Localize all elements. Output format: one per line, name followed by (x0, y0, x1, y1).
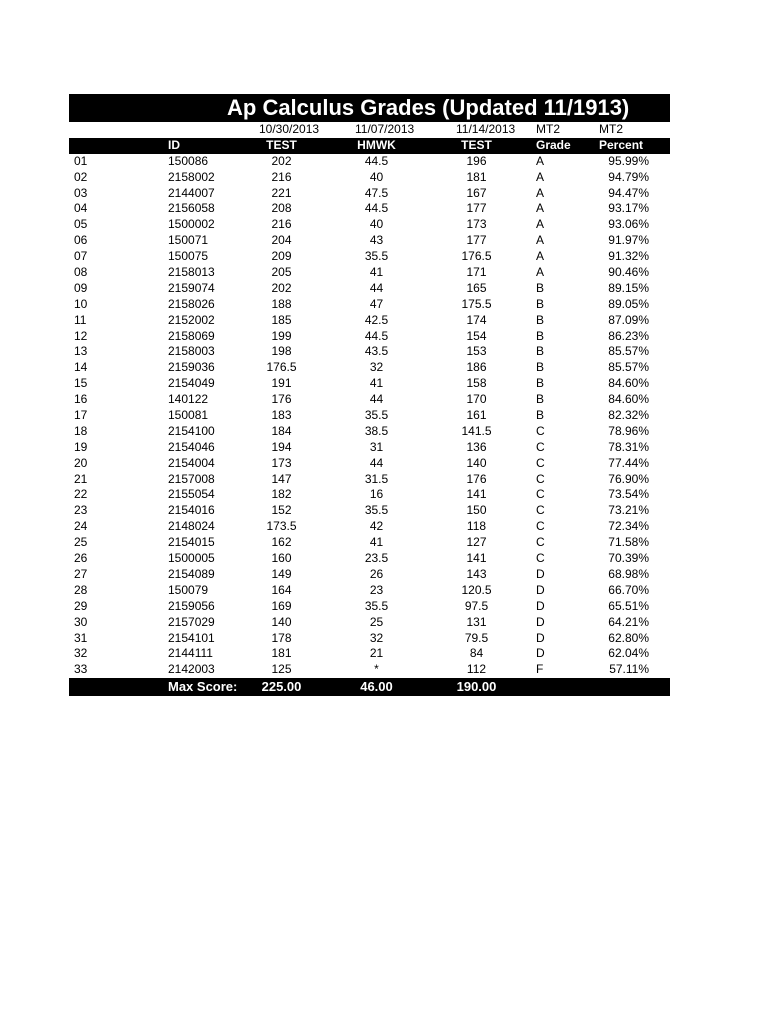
test1-score: 152 (271, 503, 292, 518)
table-row (69, 567, 670, 583)
hmwk-score: 32 (369, 360, 384, 375)
student-id: 2154004 (168, 455, 215, 470)
hmwk-score: 40 (369, 169, 384, 184)
percent: 85.57% (608, 360, 649, 375)
header-row (69, 138, 670, 154)
hmwk-score: 35.5 (364, 408, 389, 423)
date-test1: 10/30/2013 (259, 122, 320, 136)
grade: A (536, 201, 545, 216)
hmwk-score: 42.5 (364, 312, 389, 327)
grade: D (536, 566, 545, 581)
table-row (69, 646, 670, 662)
row-number: 33 (74, 662, 88, 677)
test1-score: 216 (271, 217, 292, 232)
grade: B (536, 344, 545, 359)
hmwk-score: 26 (369, 566, 384, 581)
row-number: 25 (74, 535, 88, 550)
header-id: ID (168, 137, 180, 152)
grade: D (536, 582, 545, 597)
percent: 84.60% (608, 392, 649, 407)
row-number: 28 (74, 582, 88, 597)
test2-score: 136 (466, 439, 487, 454)
grade: B (536, 312, 545, 327)
max-test1: 225.00 (261, 679, 302, 695)
test1-score: 125 (271, 662, 292, 677)
row-number: 12 (74, 328, 88, 343)
hmwk-score: 21 (369, 646, 384, 661)
percent: 77.44% (608, 455, 649, 470)
row-number: 22 (74, 487, 88, 502)
test2-score: 177 (466, 233, 487, 248)
student-id: 2154016 (168, 503, 215, 518)
student-id: 2157029 (168, 614, 215, 629)
test1-score: 162 (271, 535, 292, 550)
footer-row (69, 678, 670, 696)
percent: 76.90% (608, 471, 649, 486)
student-id: 150086 (168, 153, 209, 168)
percent: 94.47% (608, 185, 649, 200)
table-row (69, 535, 670, 551)
table-row (69, 313, 670, 329)
student-id: 2155054 (168, 487, 215, 502)
test1-score: 149 (271, 566, 292, 581)
row-number: 17 (74, 408, 88, 423)
student-id: 1500002 (168, 217, 215, 232)
test1-score: 199 (271, 328, 292, 343)
grade: B (536, 328, 545, 343)
test2-score: 150 (466, 503, 487, 518)
student-id: 2154049 (168, 376, 215, 391)
hmwk-score: 44.5 (364, 201, 389, 216)
hmwk-score: 43.5 (364, 344, 389, 359)
grade: C (536, 503, 545, 518)
student-id: 1500005 (168, 551, 215, 566)
row-number: 26 (74, 551, 88, 566)
student-id: 2159056 (168, 598, 215, 613)
table-row (69, 424, 670, 440)
grade: D (536, 598, 545, 613)
grade: D (536, 646, 545, 661)
test1-score: 184 (271, 423, 292, 438)
row-number: 24 (74, 519, 88, 534)
table-row (69, 472, 670, 488)
percent: 89.15% (608, 280, 649, 295)
hmwk-score: 25 (369, 614, 384, 629)
test2-score: 79.5 (464, 630, 489, 645)
student-id: 2156058 (168, 201, 215, 216)
grade: B (536, 376, 545, 391)
percent: 78.96% (608, 423, 649, 438)
student-id: 2148024 (168, 519, 215, 534)
max-hmwk: 46.00 (360, 679, 393, 695)
test2-score: 174 (466, 312, 487, 327)
test1-score: 204 (271, 233, 292, 248)
hmwk-score: 23.5 (364, 551, 389, 566)
percent: 78.31% (608, 439, 649, 454)
grade-table-body (69, 154, 670, 678)
hmwk-score: 44 (369, 280, 384, 295)
grade: B (536, 360, 545, 375)
hmwk-score: 40 (369, 217, 384, 232)
grade: A (536, 153, 545, 168)
test1-score: 160 (271, 551, 292, 566)
test1-score: 205 (271, 265, 292, 280)
table-row (69, 265, 670, 281)
grade: C (536, 455, 545, 470)
percent: 95.99% (608, 153, 649, 168)
percent: 93.06% (608, 217, 649, 232)
hmwk-score: 35.5 (364, 503, 389, 518)
table-row (69, 344, 670, 360)
max-score-label: Max Score: (168, 679, 238, 695)
hmwk-score: 35.5 (364, 598, 389, 613)
test1-score: 185 (271, 312, 292, 327)
mt2-grade-label: MT2 (536, 122, 560, 136)
percent: 73.21% (608, 503, 649, 518)
percent: 64.21% (608, 614, 649, 629)
table-row (69, 281, 670, 297)
student-id: 2154089 (168, 566, 215, 581)
row-number: 16 (74, 392, 88, 407)
student-id: 2157008 (168, 471, 215, 486)
hmwk-score: 41 (369, 535, 384, 550)
test2-score: 177 (466, 201, 487, 216)
student-id: 2144111 (168, 646, 213, 661)
student-id: 2158069 (168, 328, 215, 343)
test2-score: 181 (466, 169, 487, 184)
student-id: 2158013 (168, 265, 215, 280)
percent: 91.32% (608, 249, 649, 264)
row-number: 21 (74, 471, 88, 486)
test2-score: 118 (466, 519, 487, 534)
percent: 68.98% (608, 566, 649, 581)
test1-score: 182 (271, 487, 292, 502)
table-row (69, 186, 670, 202)
table-row (69, 503, 670, 519)
grade: A (536, 185, 545, 200)
header-hmwk: HMWK (357, 137, 396, 152)
test2-score: 120.5 (461, 582, 492, 597)
grade: B (536, 280, 545, 295)
student-id: 140122 (168, 392, 209, 407)
percent: 65.51% (608, 598, 649, 613)
hmwk-score: 41 (369, 376, 384, 391)
percent: 89.05% (608, 296, 649, 311)
test2-score: 165 (466, 280, 487, 295)
row-number: 31 (74, 630, 88, 645)
table-row (69, 456, 670, 472)
percent: 62.80% (608, 630, 649, 645)
row-number: 29 (74, 598, 88, 613)
hmwk-score: 32 (369, 630, 384, 645)
date-hmwk: 11/07/2013 (355, 122, 415, 136)
table-row (69, 583, 670, 599)
percent: 86.23% (608, 328, 649, 343)
percent: 85.57% (608, 344, 649, 359)
grade: B (536, 296, 545, 311)
test1-score: 202 (271, 153, 292, 168)
table-row (69, 201, 670, 217)
row-number: 20 (74, 455, 88, 470)
student-id: 2142003 (168, 662, 215, 677)
row-number: 15 (74, 376, 88, 391)
student-id: 2154101 (168, 630, 215, 645)
table-row (69, 376, 670, 392)
date-row (69, 122, 670, 138)
grade: C (536, 471, 545, 486)
test1-score: 188 (271, 296, 292, 311)
hmwk-score: 47 (369, 296, 384, 311)
hmwk-score: 41 (369, 265, 384, 280)
test1-score: 194 (271, 439, 292, 454)
test1-score: 169 (271, 598, 292, 613)
test2-score: 161 (466, 408, 487, 423)
student-id: 2158002 (168, 169, 215, 184)
grade: A (536, 265, 545, 280)
test2-score: 131 (466, 614, 487, 629)
test1-score: 140 (271, 614, 292, 629)
hmwk-score: 31 (369, 439, 384, 454)
test1-score: 202 (271, 280, 292, 295)
table-row (69, 615, 670, 631)
hmwk-score: 43 (369, 233, 384, 248)
test2-score: 141 (466, 551, 487, 566)
hmwk-score: 44.5 (364, 153, 389, 168)
row-number: 01 (74, 153, 88, 168)
hmwk-score: 44.5 (364, 328, 389, 343)
grade: A (536, 233, 545, 248)
percent: 62.04% (608, 646, 649, 661)
grade: A (536, 217, 545, 232)
student-id: 150071 (168, 233, 209, 248)
test1-score: 216 (271, 169, 292, 184)
test1-score: 221 (271, 185, 292, 200)
grade: A (536, 249, 545, 264)
test2-score: 127 (466, 535, 487, 550)
row-number: 23 (74, 503, 88, 518)
row-number: 10 (74, 296, 88, 311)
percent: 87.09% (608, 312, 649, 327)
row-number: 04 (74, 201, 88, 216)
grade: B (536, 392, 545, 407)
test1-score: 176 (271, 392, 292, 407)
row-number: 07 (74, 249, 88, 264)
header-test2: TEST (461, 137, 492, 152)
percent: 71.58% (608, 535, 649, 550)
test1-score: 173.5 (266, 519, 297, 534)
row-number: 13 (74, 344, 88, 359)
percent: 91.97% (608, 233, 649, 248)
test2-score: 167 (466, 185, 487, 200)
row-number: 02 (74, 169, 88, 184)
row-number: 19 (74, 439, 88, 454)
test1-score: 198 (271, 344, 292, 359)
test1-score: 164 (271, 582, 292, 597)
table-row (69, 329, 670, 345)
student-id: 150079 (168, 582, 209, 597)
student-id: 2158003 (168, 344, 215, 359)
test2-score: 186 (466, 360, 487, 375)
table-row (69, 519, 670, 535)
percent: 94.79% (608, 169, 649, 184)
header-percent: Percent (599, 137, 644, 152)
test2-score: 154 (466, 328, 487, 343)
hmwk-score: 42 (369, 519, 384, 534)
student-id: 2154015 (168, 535, 215, 550)
table-row (69, 487, 670, 503)
hmwk-score: 44 (369, 455, 384, 470)
table-row (69, 217, 670, 233)
student-id: 150081 (168, 408, 209, 423)
student-id: 2159074 (168, 280, 215, 295)
test2-score: 97.5 (464, 598, 489, 613)
student-id: 2152002 (168, 312, 215, 327)
hmwk-score: 31.5 (364, 471, 389, 486)
percent: 57.11% (609, 662, 649, 677)
percent: 73.54% (608, 487, 649, 502)
percent: 72.34% (608, 519, 649, 534)
test2-score: 171 (466, 265, 487, 280)
student-id: 2154046 (168, 439, 215, 454)
row-number: 14 (74, 360, 88, 375)
table-row (69, 440, 670, 456)
student-id: 2159036 (168, 360, 215, 375)
test1-score: 183 (271, 408, 292, 423)
grades-sheet (69, 94, 670, 696)
test2-score: 141 (466, 487, 487, 502)
test2-score: 140 (466, 455, 487, 470)
test2-score: 173 (466, 217, 487, 232)
grade: C (536, 519, 545, 534)
hmwk-score: 47.5 (364, 185, 389, 200)
hmwk-score: 44 (369, 392, 384, 407)
test2-score: 170 (466, 392, 487, 407)
row-number: 30 (74, 614, 88, 629)
test1-score: 209 (271, 249, 292, 264)
header-grade: Grade (536, 137, 571, 152)
table-row (69, 233, 670, 249)
row-number: 09 (74, 280, 88, 295)
row-number: 03 (74, 185, 88, 200)
max-test2: 190.00 (456, 679, 497, 695)
test1-score: 191 (271, 376, 292, 391)
test1-score: 173 (271, 455, 292, 470)
test2-score: 176 (466, 471, 487, 486)
test1-score: 147 (271, 471, 292, 486)
table-row (69, 551, 670, 567)
hmwk-score: 35.5 (364, 249, 389, 264)
table-row (69, 631, 670, 647)
row-number: 06 (74, 233, 88, 248)
grade: F (536, 662, 544, 677)
test1-score: 178 (271, 630, 292, 645)
table-row (69, 360, 670, 376)
title-bar (69, 94, 670, 122)
test2-score: 153 (466, 344, 487, 359)
row-number: 32 (74, 646, 88, 661)
row-number: 27 (74, 566, 88, 581)
grade: B (536, 408, 545, 423)
table-row (69, 599, 670, 615)
test2-score: 112 (466, 662, 487, 677)
row-number: 18 (74, 423, 88, 438)
header-test1: TEST (266, 137, 297, 152)
row-number: 11 (74, 312, 87, 327)
grade: C (536, 439, 545, 454)
percent: 66.70% (608, 582, 649, 597)
date-test2: 11/14/2013 (456, 122, 516, 136)
grade: C (536, 535, 545, 550)
row-number: 05 (74, 217, 88, 232)
grade: D (536, 630, 545, 645)
mt2-percent-label: MT2 (599, 122, 623, 136)
test1-score: 176.5 (266, 360, 297, 375)
student-id: 2144007 (168, 185, 215, 200)
hmwk-score: 16 (369, 487, 384, 502)
grade: C (536, 487, 545, 502)
test2-score: 196 (466, 153, 487, 168)
grade: A (536, 169, 545, 184)
test1-score: 181 (271, 646, 292, 661)
student-id: 150075 (168, 249, 209, 264)
percent: 93.17% (608, 201, 649, 216)
hmwk-score: 38.5 (364, 423, 389, 438)
test1-score: 208 (271, 201, 292, 216)
hmwk-score: * (374, 662, 379, 677)
grade: C (536, 551, 545, 566)
test2-score: 175.5 (461, 296, 492, 311)
test2-score: 176.5 (461, 249, 492, 264)
row-number: 08 (74, 265, 88, 280)
table-row (69, 249, 670, 265)
page-title: Ap Calculus Grades (Updated 11/1913) (227, 95, 630, 120)
test2-score: 158 (466, 376, 487, 391)
student-id: 2154100 (168, 423, 215, 438)
percent: 82.32% (608, 408, 649, 423)
table-row (69, 170, 670, 186)
table-row (69, 154, 670, 170)
percent: 90.46% (608, 265, 649, 280)
grade: C (536, 423, 545, 438)
table-row (69, 408, 670, 424)
percent: 84.60% (608, 376, 649, 391)
test2-score: 84 (469, 646, 484, 661)
grade: D (536, 614, 545, 629)
test2-score: 141.5 (461, 423, 492, 438)
table-row (69, 297, 670, 313)
table-row (69, 392, 670, 408)
test2-score: 143 (466, 566, 487, 581)
hmwk-score: 23 (369, 582, 384, 597)
student-id: 2158026 (168, 296, 215, 311)
table-row (69, 662, 670, 678)
percent: 70.39% (608, 551, 649, 566)
